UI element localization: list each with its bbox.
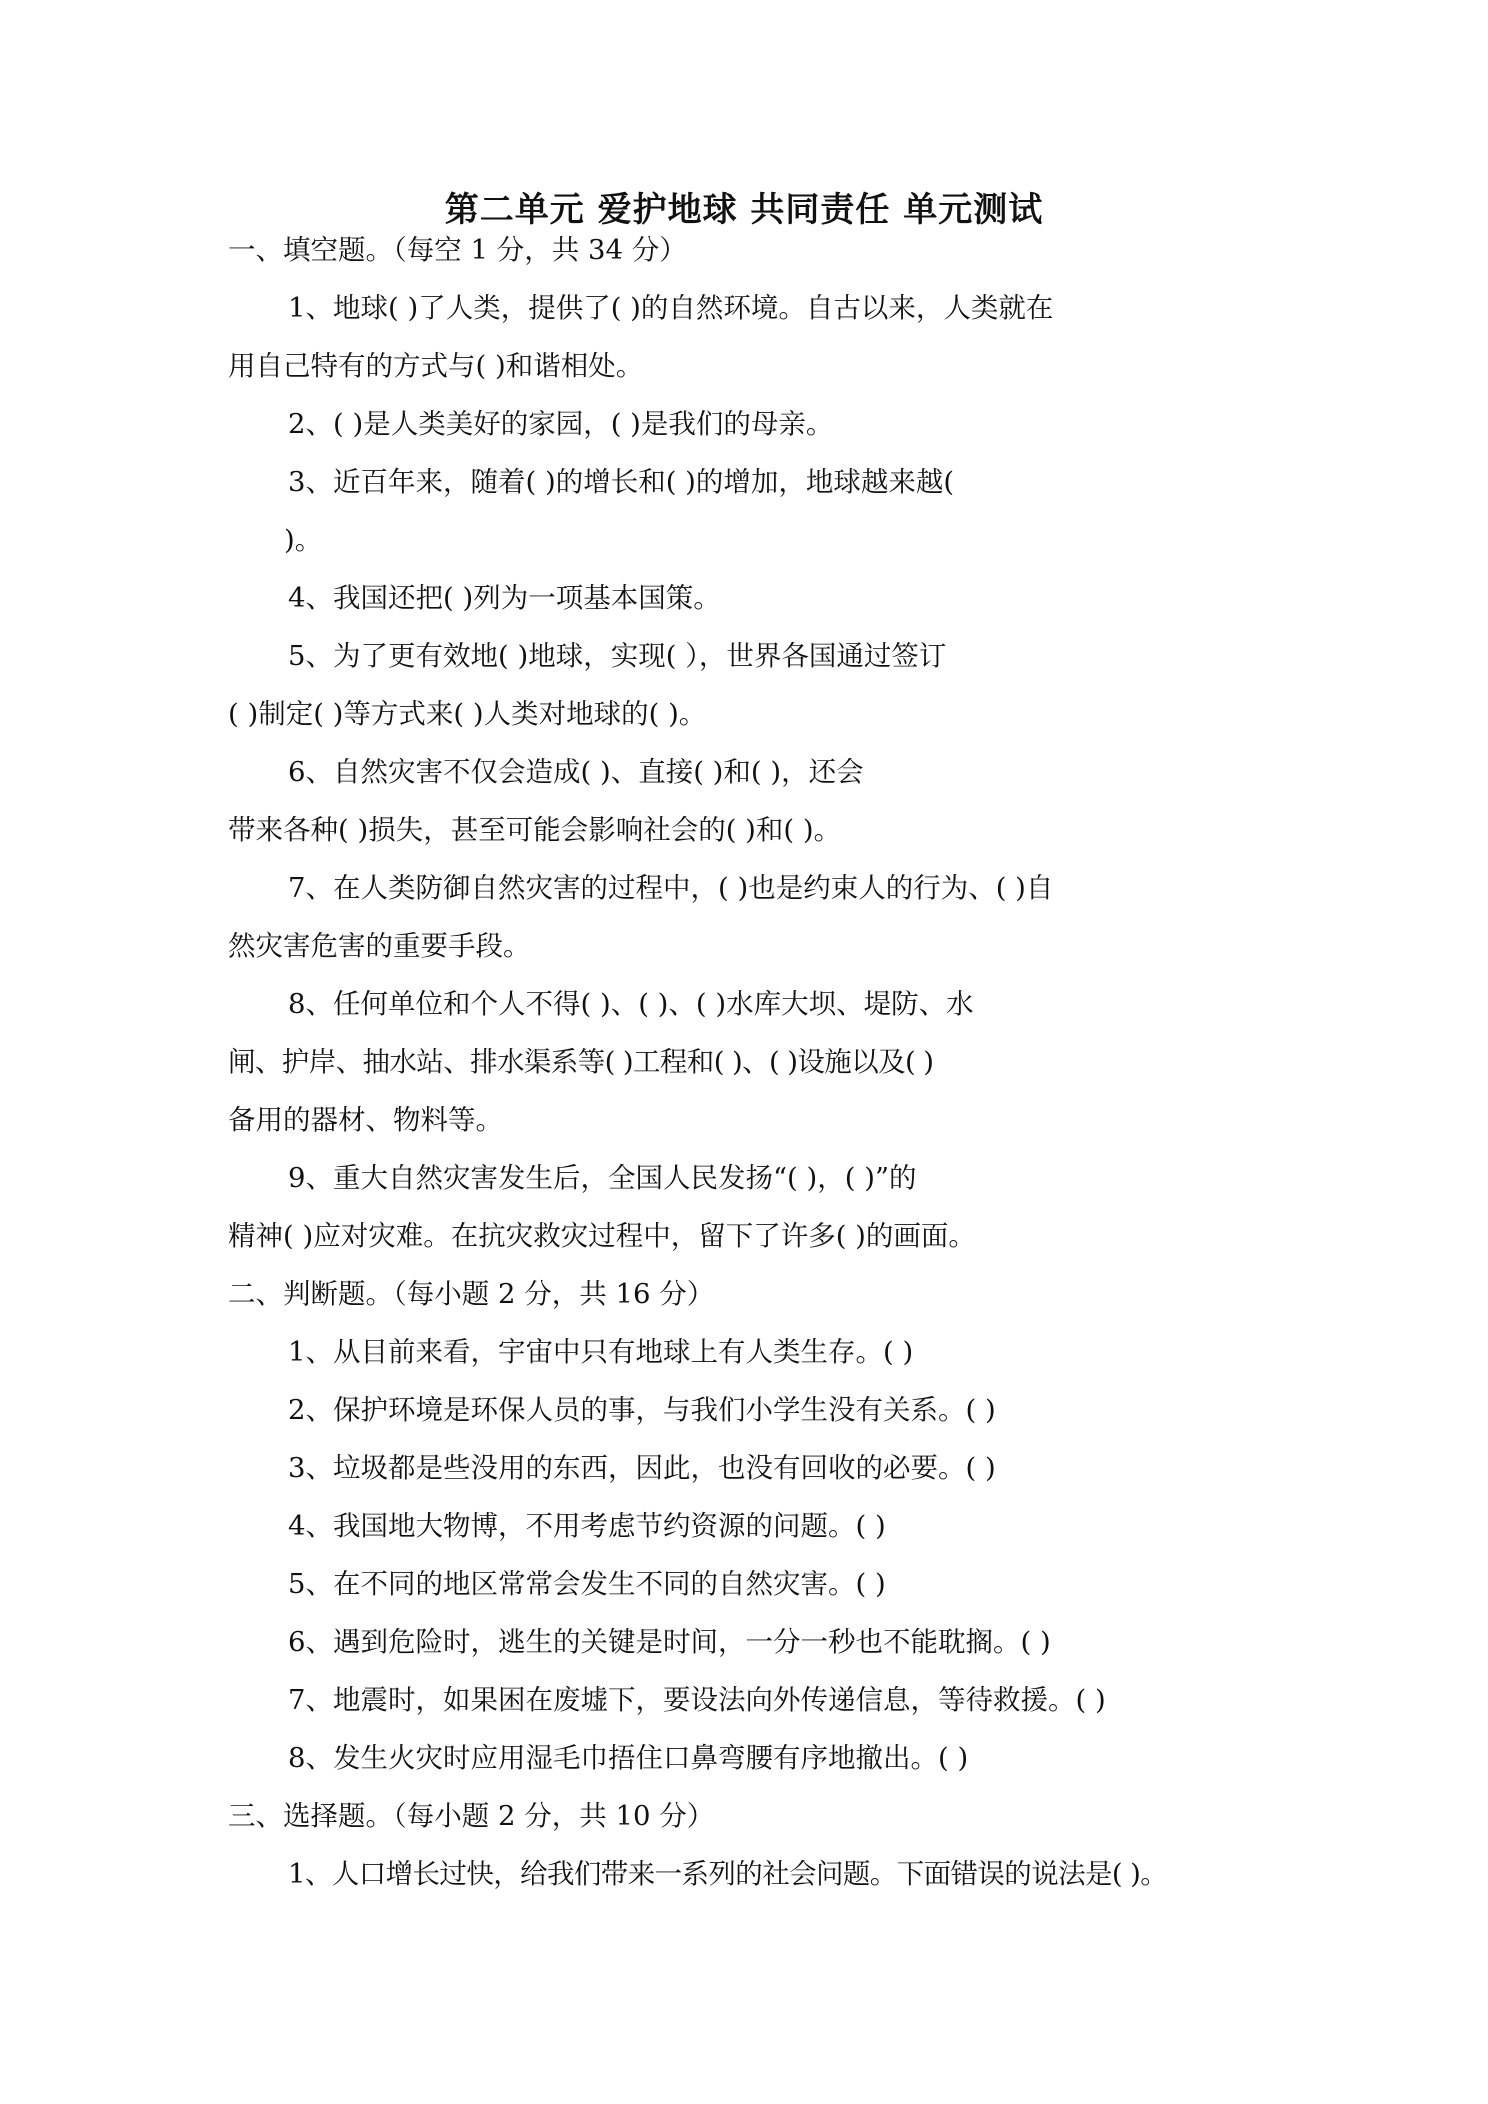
fill-question-8-line-1: 8、任何单位和个人不得( )、( )、( )水库大坝、堤防、水: [288, 988, 974, 1020]
judge-question-7: 7、地震时，如果困在废墟下，要设法向外传递信息，等待救援。( ): [288, 1684, 1106, 1716]
fill-question-3-line-1: 3、近百年来，随着( )的增长和( )的增加，地球越来越(: [288, 466, 955, 498]
fill-question-7-line-2: 然灾害危害的重要手段。: [228, 930, 531, 962]
fill-question-1-line-1: 1、地球( )了人类，提供了( )的自然环境。自古以来，人类就在: [288, 292, 1054, 324]
fill-question-9-line-1: 9、重大自然灾害发生后，全国人民发扬“( )，( )”的: [288, 1162, 917, 1194]
fill-question-2-line-1: 2、( )是人类美好的家园，( )是我们的母亲。: [288, 408, 834, 440]
fill-question-4-line-1: 4、我国还把( )列为一项基本国策。: [288, 582, 721, 614]
section-heading-fill: 一、填空题。（每空 1 分，共 34 分）: [228, 234, 687, 266]
fill-question-3-line-2: )。: [284, 524, 323, 556]
fill-question-5-line-1: 5、为了更有效地( )地球，实现( ），世界各国通过签订: [288, 640, 947, 672]
judge-question-8: 8、发生火灾时应用湿毛巾捂住口鼻弯腰有序地撤出。( ): [288, 1742, 969, 1774]
fill-question-5-line-2: ( )制定( )等方式来( )人类对地球的( )。: [228, 698, 707, 730]
judge-question-2: 2、保护环境是环保人员的事，与我们小学生没有关系。( ): [288, 1394, 996, 1426]
judge-question-6: 6、遇到危险时，逃生的关键是时间，一分一秒也不能耽搁。( ): [288, 1626, 1051, 1658]
section-heading-judge: 二、判断题。（每小题 2 分，共 16 分）: [228, 1278, 715, 1310]
judge-question-1: 1、从目前来看，宇宙中只有地球上有人类生存。( ): [288, 1336, 914, 1368]
fill-question-8-line-3: 备用的器材、物料等。: [228, 1104, 503, 1136]
fill-question-6-line-2: 带来各种( )损失，甚至可能会影响社会的( )和( )。: [228, 814, 842, 846]
fill-question-9-line-2: 精神( )应对灾难。在抗灾救灾过程中，留下了许多( )的画面。: [228, 1220, 976, 1252]
judge-question-3: 3、垃圾都是些没用的东西，因此，也没有回收的必要。( ): [288, 1452, 996, 1484]
fill-question-1-line-2: 用自己特有的方式与( )和谐相处。: [228, 350, 644, 382]
judge-question-4: 4、我国地大物博，不用考虑节约资源的问题。( ): [288, 1510, 886, 1542]
fill-question-7-line-1: 7、在人类防御自然灾害的过程中，( )也是约束人的行为、( )自: [288, 872, 1054, 904]
fill-question-6-line-1: 6、自然灾害不仅会造成( )、直接( )和( )，还会: [288, 756, 864, 788]
choice-question-1: 1、人口增长过快，给我们带来一系列的社会问题。下面错误的说法是( )。: [288, 1858, 1168, 1890]
judge-question-5: 5、在不同的地区常常会发生不同的自然灾害。( ): [288, 1568, 886, 1600]
fill-question-8-line-2: 闸、护岸、抽水站、排水渠系等( )工程和( )、( )设施以及( ): [228, 1046, 934, 1078]
section-heading-choice: 三、选择题。（每小题 2 分，共 10 分）: [228, 1800, 715, 1832]
page-title: 第二单元 爱护地球 共同责任 单元测试: [444, 190, 1044, 230]
